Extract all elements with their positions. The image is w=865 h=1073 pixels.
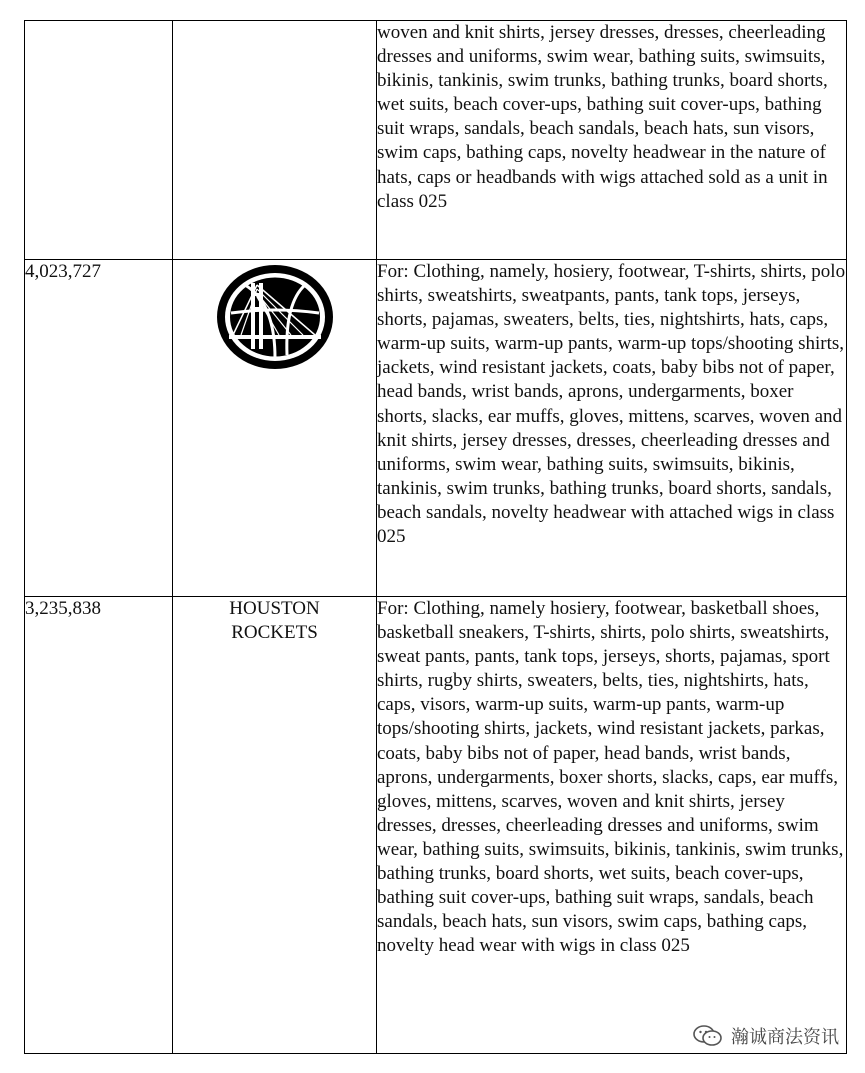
goods-text: woven and knit shirts, jersey dresses, dresses, cheerleading dresses and uniforms, swim wear, bathing suits, swimsuits, bikinis, tankinis, swim trunks, bathing trunks, board shorts, wet suits, beach cover-ups, bathing suit cover-ups, bathing suit wraps, sandals, beach sandals, beach hats, sun visors, swim caps, bathing caps, novelty headwear in the nature of hats, caps or headbands with wigs attached sold as a unit in class 025 [377,22,828,212]
table-row [25,260,847,597]
goods-prefix: For: [377,598,409,619]
trademark-table [24,20,847,1054]
mark-line-2: ROCKETS [231,622,318,643]
mark-line-1: HOUSTON [229,598,320,619]
goods-description [377,597,847,1054]
goods-description [377,21,847,260]
registration-number [25,21,173,260]
mark-cell [173,21,377,260]
wechat-icon [693,1025,723,1047]
watermark-text: 瀚诚商法资讯 [731,1027,839,1048]
golden-state-warriors-bridge-logo-icon [215,263,335,371]
registration-number: 3,235,838 [25,597,173,1054]
goods-text: Clothing, namely hosiery, footwear, basketball shoes, basketball sneakers, T-shirts, shirts, polo shirts, sweatshirts, sweat pants, pants, tank tops, jerseys, shorts, pajamas, sport shirts, rugby shirts, sweaters, belts, ties, nightshirts, hats, caps, visors, warm-up suits, warm-up pants, warm-up tops/shooting shirts, jackets, wind resistant jackets, parkas, coats, baby bibs not of paper, head bands, wrist bands, aprons, undergarments, boxer shorts, slacks, caps, ear muffs, gloves, mittens, scarves, woven and knit shirts, jersey dresses, dresses, cheerleading dresses and uniforms, swim wear, bathing suits, swimsuits, bikinis, tankinis, swim trunks, bathing trunks, board shorts, wet suits, beach cover-ups, bathing suit cover-ups, bathing suit wraps, sandals, beach sandals, beach hats, sun visors, swim caps, bathing caps, novelty head wear with wigs in class 025 [377,598,844,957]
goods-description [377,260,847,597]
watermark [693,1023,839,1049]
mark-cell [173,597,377,1054]
goods-prefix: For: [377,261,409,282]
registration-number: 4,023,727 [25,260,173,597]
table-row [25,21,847,260]
goods-text: Clothing, namely, hosiery, footwear, T-shirts, shirts, polo shirts, sweatshirts, sweatpants, pants, tank tops, jerseys, shorts, pajamas, sweaters, belts, ties, nightshirts, hats, caps, warm-up suits, warm-up pants, warm-up tops/shooting shirts, jackets, wind resistant jackets, coats, baby bibs not of paper, head bands, wrist bands, aprons, undergarments, boxer shorts, slacks, ear muffs, gloves, mittens, scarves, woven and knit shirts, jersey dresses, dresses, cheerleading dresses and uniforms, swim wear, bathing suits, swimsuits, bikinis, tankinis, swim trunks, bathing trunks, board shorts, sandals, beach sandals, novelty headwear with attached wigs in class 025 [377,261,846,548]
mark-cell [173,260,377,597]
table-row [25,597,847,1054]
